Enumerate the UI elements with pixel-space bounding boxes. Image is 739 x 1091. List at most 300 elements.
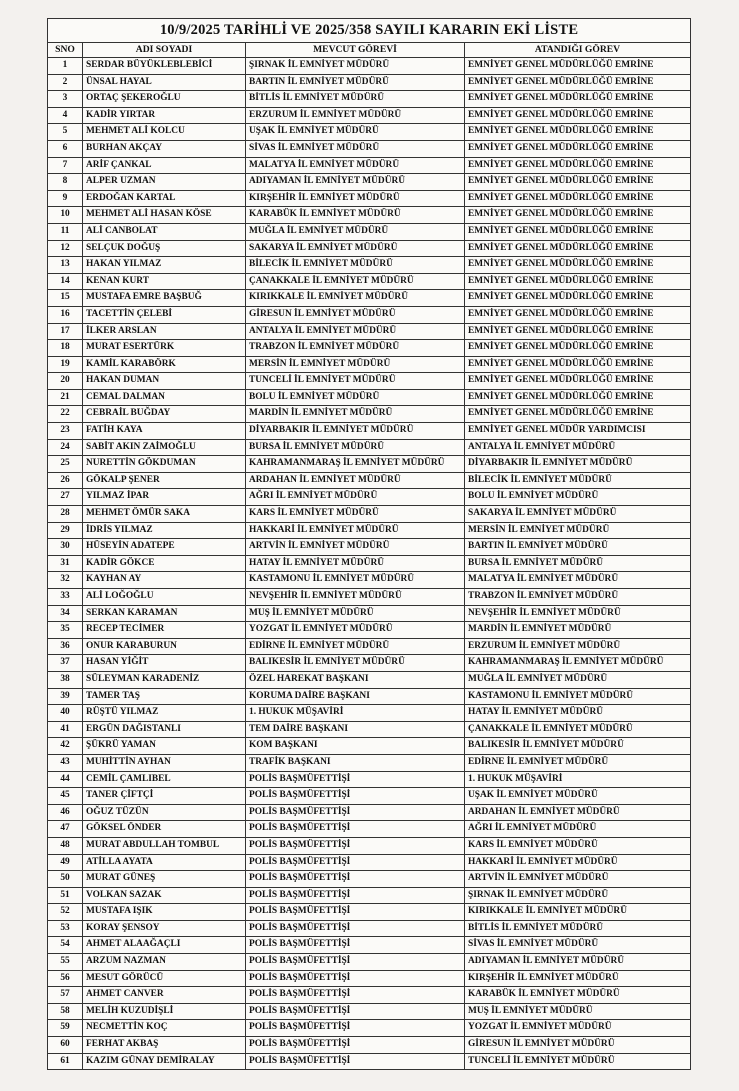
cell-name: İDRİS YILMAZ: [83, 522, 246, 539]
cell-current-position: ERZURUM İL EMNİYET MÜDÜRÜ: [246, 107, 465, 124]
header-sno: SNO: [48, 43, 83, 58]
table-row: [48, 688, 691, 705]
cell-sno: 57: [48, 987, 83, 1004]
table-row: [48, 506, 691, 523]
cell-name: KAYHAN AY: [83, 572, 246, 589]
cell-name: CEMAL DALMAN: [83, 389, 246, 406]
cell-name: HAKAN DUMAN: [83, 373, 246, 390]
cell-sno: 32: [48, 572, 83, 589]
table-row: [48, 754, 691, 771]
table-row: [48, 539, 691, 556]
table-row: [48, 74, 691, 91]
cell-sno: 19: [48, 356, 83, 373]
cell-sno: 5: [48, 124, 83, 141]
cell-sno: 48: [48, 837, 83, 854]
table-row: [48, 904, 691, 921]
cell-name: HASAN YİĞİT: [83, 655, 246, 672]
table-row: [48, 190, 691, 207]
table-row: [48, 937, 691, 954]
cell-current-position: ÖZEL HAREKAT BAŞKANI: [246, 671, 465, 688]
cell-name: GÖKALP ŞENER: [83, 472, 246, 489]
cell-current-position: MERSİN İL EMNİYET MÜDÜRÜ: [246, 356, 465, 373]
table-body: [48, 58, 691, 1070]
cell-name: SERDAR BÜYÜKLEBLEBİCİ: [83, 58, 246, 75]
cell-assigned-position: KARS İL EMNİYET MÜDÜRÜ: [465, 837, 691, 854]
cell-sno: 25: [48, 456, 83, 473]
cell-assigned-position: EMNİYET GENEL MÜDÜRLÜĞÜ EMRİNE: [465, 340, 691, 357]
cell-current-position: POLİS BAŞMÜFETTİŞİ: [246, 920, 465, 937]
cell-current-position: 1. HUKUK MÜŞAVİRİ: [246, 705, 465, 722]
cell-sno: 14: [48, 273, 83, 290]
cell-name: MURAT ABDULLAH TOMBUL: [83, 837, 246, 854]
cell-assigned-position: BOLU İL EMNİYET MÜDÜRÜ: [465, 489, 691, 506]
cell-current-position: HAKKARİ İL EMNİYET MÜDÜRÜ: [246, 522, 465, 539]
cell-name: KADİR GÖKCE: [83, 555, 246, 572]
table-row: [48, 273, 691, 290]
cell-sno: 54: [48, 937, 83, 954]
cell-name: ÜNSAL HAYAL: [83, 74, 246, 91]
cell-name: ALİ CANBOLAT: [83, 223, 246, 240]
table-row: [48, 140, 691, 157]
cell-current-position: ANTALYA İL EMNİYET MÜDÜRÜ: [246, 323, 465, 340]
cell-assigned-position: EMNİYET GENEL MÜDÜRLÜĞÜ EMRİNE: [465, 273, 691, 290]
table-row: [48, 389, 691, 406]
cell-sno: 58: [48, 1003, 83, 1020]
cell-current-position: HATAY İL EMNİYET MÜDÜRÜ: [246, 555, 465, 572]
cell-name: FERHAT AKBAŞ: [83, 1037, 246, 1054]
cell-sno: 39: [48, 688, 83, 705]
table-row: [48, 705, 691, 722]
cell-assigned-position: EMNİYET GENEL MÜDÜRLÜĞÜ EMRİNE: [465, 124, 691, 141]
table-row: [48, 306, 691, 323]
cell-sno: 20: [48, 373, 83, 390]
cell-sno: 60: [48, 1037, 83, 1054]
cell-assigned-position: EMNİYET GENEL MÜDÜRLÜĞÜ EMRİNE: [465, 190, 691, 207]
cell-name: MURAT ESERTÜRK: [83, 340, 246, 357]
cell-current-position: POLİS BAŞMÜFETTİŞİ: [246, 1037, 465, 1054]
table-row: [48, 1053, 691, 1070]
cell-assigned-position: MARDİN İL EMNİYET MÜDÜRÜ: [465, 622, 691, 639]
table-row: [48, 58, 691, 75]
cell-current-position: BARTIN İL EMNİYET MÜDÜRÜ: [246, 74, 465, 91]
cell-sno: 21: [48, 389, 83, 406]
cell-assigned-position: HATAY İL EMNİYET MÜDÜRÜ: [465, 705, 691, 722]
table-row: [48, 522, 691, 539]
table-row: [48, 738, 691, 755]
cell-current-position: POLİS BAŞMÜFETTİŞİ: [246, 904, 465, 921]
table-row: [48, 157, 691, 174]
table-row: [48, 821, 691, 838]
cell-name: HAKAN YILMAZ: [83, 257, 246, 274]
cell-assigned-position: EMNİYET GENEL MÜDÜRLÜĞÜ EMRİNE: [465, 323, 691, 340]
cell-current-position: BOLU İL EMNİYET MÜDÜRÜ: [246, 389, 465, 406]
cell-assigned-position: EMNİYET GENEL MÜDÜRLÜĞÜ EMRİNE: [465, 306, 691, 323]
cell-name: SERKAN KARAMAN: [83, 605, 246, 622]
table-row: [48, 555, 691, 572]
cell-current-position: MUĞLA İL EMNİYET MÜDÜRÜ: [246, 223, 465, 240]
table-row: [48, 340, 691, 357]
cell-name: MUSTAFA EMRE BAŞBUĞ: [83, 290, 246, 307]
table-row: [48, 771, 691, 788]
header-name: ADI SOYADI: [83, 43, 246, 58]
table-row: [48, 356, 691, 373]
cell-name: CEBRAİL BUĞDAY: [83, 406, 246, 423]
cell-assigned-position: EMNİYET GENEL MÜDÜRLÜĞÜ EMRİNE: [465, 58, 691, 75]
cell-current-position: MUŞ İL EMNİYET MÜDÜRÜ: [246, 605, 465, 622]
cell-assigned-position: TUNCELİ İL EMNİYET MÜDÜRÜ: [465, 1053, 691, 1070]
cell-current-position: ARTVİN İL EMNİYET MÜDÜRÜ: [246, 539, 465, 556]
cell-sno: 46: [48, 804, 83, 821]
cell-sno: 1: [48, 58, 83, 75]
cell-sno: 43: [48, 754, 83, 771]
header-current-position: MEVCUT GÖREVİ: [246, 43, 465, 58]
table-row: [48, 837, 691, 854]
cell-assigned-position: EMNİYET GENEL MÜDÜRLÜĞÜ EMRİNE: [465, 157, 691, 174]
cell-assigned-position: EMNİYET GENEL MÜDÜRLÜĞÜ EMRİNE: [465, 389, 691, 406]
cell-sno: 61: [48, 1053, 83, 1070]
table-row: [48, 124, 691, 141]
cell-name: RECEP TECİMER: [83, 622, 246, 639]
cell-current-position: TRABZON İL EMNİYET MÜDÜRÜ: [246, 340, 465, 357]
cell-sno: 41: [48, 721, 83, 738]
cell-name: MUSTAFA IŞIK: [83, 904, 246, 921]
table-row: [48, 472, 691, 489]
cell-sno: 16: [48, 306, 83, 323]
cell-current-position: KIRIKKALE İL EMNİYET MÜDÜRÜ: [246, 290, 465, 307]
cell-assigned-position: 1. HUKUK MÜŞAVİRİ: [465, 771, 691, 788]
table-row: [48, 655, 691, 672]
cell-name: CEMİL ÇAMLIBEL: [83, 771, 246, 788]
cell-sno: 15: [48, 290, 83, 307]
table-row: [48, 788, 691, 805]
table-row: [48, 207, 691, 224]
cell-current-position: POLİS BAŞMÜFETTİŞİ: [246, 987, 465, 1004]
table-row: [48, 240, 691, 257]
cell-name: TANER ÇİFTÇİ: [83, 788, 246, 805]
cell-name: GÖKSEL ÖNDER: [83, 821, 246, 838]
cell-current-position: POLİS BAŞMÜFETTİŞİ: [246, 804, 465, 821]
cell-sno: 6: [48, 140, 83, 157]
table-row: [48, 638, 691, 655]
cell-current-position: BİTLİS İL EMNİYET MÜDÜRÜ: [246, 91, 465, 108]
table-row: [48, 804, 691, 821]
cell-sno: 23: [48, 423, 83, 440]
cell-name: ARİF ÇANKAL: [83, 157, 246, 174]
document-title: 10/9/2025 TARİHLİ VE 2025/358 SAYILI KARARIN EKİ LİSTE: [48, 19, 691, 43]
table-row: [48, 854, 691, 871]
cell-sno: 47: [48, 821, 83, 838]
cell-name: ALPER UZMAN: [83, 174, 246, 191]
cell-sno: 3: [48, 91, 83, 108]
cell-assigned-position: MUŞ İL EMNİYET MÜDÜRÜ: [465, 1003, 691, 1020]
cell-assigned-position: EMNİYET GENEL MÜDÜRLÜĞÜ EMRİNE: [465, 356, 691, 373]
cell-name: SABİT AKIN ZAİMOĞLU: [83, 439, 246, 456]
table-row: [48, 1020, 691, 1037]
cell-current-position: TEM DAİRE BAŞKANI: [246, 721, 465, 738]
cell-current-position: KARABÜK İL EMNİYET MÜDÜRÜ: [246, 207, 465, 224]
cell-name: NURETTİN GÖKDUMAN: [83, 456, 246, 473]
cell-assigned-position: EMNİYET GENEL MÜDÜRLÜĞÜ EMRİNE: [465, 257, 691, 274]
cell-assigned-position: BALIKESİR İL EMNİYET MÜDÜRÜ: [465, 738, 691, 755]
cell-current-position: KASTAMONU İL EMNİYET MÜDÜRÜ: [246, 572, 465, 589]
cell-assigned-position: YOZGAT İL EMNİYET MÜDÜRÜ: [465, 1020, 691, 1037]
cell-current-position: ADIYAMAN İL EMNİYET MÜDÜRÜ: [246, 174, 465, 191]
cell-current-position: POLİS BAŞMÜFETTİŞİ: [246, 954, 465, 971]
cell-assigned-position: ÇANAKKALE İL EMNİYET MÜDÜRÜ: [465, 721, 691, 738]
cell-assigned-position: BARTIN İL EMNİYET MÜDÜRÜ: [465, 539, 691, 556]
cell-name: ATİLLA AYATA: [83, 854, 246, 871]
cell-sno: 38: [48, 671, 83, 688]
cell-sno: 13: [48, 257, 83, 274]
cell-assigned-position: AĞRI İL EMNİYET MÜDÜRÜ: [465, 821, 691, 838]
cell-current-position: POLİS BAŞMÜFETTİŞİ: [246, 821, 465, 838]
cell-assigned-position: GİRESUN İL EMNİYET MÜDÜRÜ: [465, 1037, 691, 1054]
cell-assigned-position: EMNİYET GENEL MÜDÜRLÜĞÜ EMRİNE: [465, 240, 691, 257]
cell-assigned-position: ADIYAMAN İL EMNİYET MÜDÜRÜ: [465, 954, 691, 971]
table-row: [48, 987, 691, 1004]
cell-name: ORTAÇ ŞEKEROĞLU: [83, 91, 246, 108]
table-row: [48, 423, 691, 440]
decree-annex-document: [47, 18, 690, 1070]
cell-sno: 8: [48, 174, 83, 191]
cell-sno: 27: [48, 489, 83, 506]
cell-name: KAZIM GÜNAY DEMİRALAY: [83, 1053, 246, 1070]
cell-name: ALİ LOĞOĞLU: [83, 589, 246, 606]
header-assigned-position: ATANDIĞI GÖREV: [465, 43, 691, 58]
cell-sno: 42: [48, 738, 83, 755]
cell-current-position: GİRESUN İL EMNİYET MÜDÜRÜ: [246, 306, 465, 323]
cell-name: KAMİL KARABÖRK: [83, 356, 246, 373]
cell-current-position: NEVŞEHİR İL EMNİYET MÜDÜRÜ: [246, 589, 465, 606]
cell-sno: 51: [48, 887, 83, 904]
table-row: [48, 871, 691, 888]
cell-current-position: POLİS BAŞMÜFETTİŞİ: [246, 1003, 465, 1020]
cell-name: FATİH KAYA: [83, 423, 246, 440]
cell-assigned-position: ERZURUM İL EMNİYET MÜDÜRÜ: [465, 638, 691, 655]
cell-name: SÜLEYMAN KARADENİZ: [83, 671, 246, 688]
cell-name: MESUT GÖRÜCÜ: [83, 970, 246, 987]
cell-name: TAMER TAŞ: [83, 688, 246, 705]
cell-name: MELİH KUZUDİŞLİ: [83, 1003, 246, 1020]
cell-name: ERDOĞAN KARTAL: [83, 190, 246, 207]
table-row: [48, 954, 691, 971]
cell-name: MURAT GÜNEŞ: [83, 871, 246, 888]
cell-current-position: YOZGAT İL EMNİYET MÜDÜRÜ: [246, 622, 465, 639]
cell-name: SELÇUK DOĞUŞ: [83, 240, 246, 257]
cell-current-position: ÇANAKKALE İL EMNİYET MÜDÜRÜ: [246, 273, 465, 290]
table-row: [48, 257, 691, 274]
cell-sno: 22: [48, 406, 83, 423]
table-row: [48, 373, 691, 390]
cell-sno: 29: [48, 522, 83, 539]
cell-current-position: DİYARBAKIR İL EMNİYET MÜDÜRÜ: [246, 423, 465, 440]
table-row: [48, 1003, 691, 1020]
table-row: [48, 589, 691, 606]
cell-sno: 10: [48, 207, 83, 224]
cell-current-position: POLİS BAŞMÜFETTİŞİ: [246, 970, 465, 987]
cell-assigned-position: ANTALYA İL EMNİYET MÜDÜRÜ: [465, 439, 691, 456]
cell-sno: 2: [48, 74, 83, 91]
cell-sno: 52: [48, 904, 83, 921]
table-row: [48, 323, 691, 340]
cell-assigned-position: EMNİYET GENEL MÜDÜRLÜĞÜ EMRİNE: [465, 207, 691, 224]
cell-sno: 36: [48, 638, 83, 655]
cell-assigned-position: ARDAHAN İL EMNİYET MÜDÜRÜ: [465, 804, 691, 821]
table-row: [48, 970, 691, 987]
cell-sno: 45: [48, 788, 83, 805]
table-row: [48, 223, 691, 240]
cell-name: TACETTİN ÇELEBİ: [83, 306, 246, 323]
table-row: [48, 456, 691, 473]
cell-current-position: SİVAS İL EMNİYET MÜDÜRÜ: [246, 140, 465, 157]
cell-current-position: POLİS BAŞMÜFETTİŞİ: [246, 1053, 465, 1070]
cell-name: ŞÜKRÜ YAMAN: [83, 738, 246, 755]
cell-assigned-position: ARTVİN İL EMNİYET MÜDÜRÜ: [465, 871, 691, 888]
cell-name: RÜŞTÜ YILMAZ: [83, 705, 246, 722]
cell-current-position: BURSA İL EMNİYET MÜDÜRÜ: [246, 439, 465, 456]
table-row: [48, 406, 691, 423]
cell-assigned-position: HAKKARİ İL EMNİYET MÜDÜRÜ: [465, 854, 691, 871]
cell-current-position: POLİS BAŞMÜFETTİŞİ: [246, 871, 465, 888]
cell-sno: 59: [48, 1020, 83, 1037]
cell-assigned-position: EMNİYET GENEL MÜDÜR YARDIMCISI: [465, 423, 691, 440]
cell-current-position: KARS İL EMNİYET MÜDÜRÜ: [246, 506, 465, 523]
cell-sno: 56: [48, 970, 83, 987]
cell-current-position: ŞIRNAK İL EMNİYET MÜDÜRÜ: [246, 58, 465, 75]
cell-name: ONUR KARABURUN: [83, 638, 246, 655]
cell-assigned-position: MUĞLA İL EMNİYET MÜDÜRÜ: [465, 671, 691, 688]
cell-current-position: POLİS BAŞMÜFETTİŞİ: [246, 771, 465, 788]
cell-current-position: POLİS BAŞMÜFETTİŞİ: [246, 937, 465, 954]
appointment-table: [47, 18, 691, 1070]
cell-current-position: KORUMA DAİRE BAŞKANI: [246, 688, 465, 705]
cell-sno: 55: [48, 954, 83, 971]
cell-current-position: POLİS BAŞMÜFETTİŞİ: [246, 837, 465, 854]
cell-sno: 40: [48, 705, 83, 722]
cell-name: MUHİTTİN AYHAN: [83, 754, 246, 771]
cell-name: BURHAN AKÇAY: [83, 140, 246, 157]
cell-sno: 35: [48, 622, 83, 639]
cell-current-position: POLİS BAŞMÜFETTİŞİ: [246, 788, 465, 805]
cell-sno: 18: [48, 340, 83, 357]
cell-name: MEHMET ÖMÜR SAKA: [83, 506, 246, 523]
cell-name: AHMET CANVER: [83, 987, 246, 1004]
cell-assigned-position: KIRIKKALE İL EMNİYET MÜDÜRÜ: [465, 904, 691, 921]
cell-assigned-position: EMNİYET GENEL MÜDÜRLÜĞÜ EMRİNE: [465, 373, 691, 390]
cell-sno: 4: [48, 107, 83, 124]
cell-assigned-position: KASTAMONU İL EMNİYET MÜDÜRÜ: [465, 688, 691, 705]
cell-current-position: ARDAHAN İL EMNİYET MÜDÜRÜ: [246, 472, 465, 489]
cell-current-position: KIRŞEHİR İL EMNİYET MÜDÜRÜ: [246, 190, 465, 207]
cell-sno: 17: [48, 323, 83, 340]
cell-sno: 7: [48, 157, 83, 174]
cell-assigned-position: SAKARYA İL EMNİYET MÜDÜRÜ: [465, 506, 691, 523]
cell-name: OĞUZ TÜZÜN: [83, 804, 246, 821]
cell-name: ARZUM NAZMAN: [83, 954, 246, 971]
title-row: [48, 19, 691, 43]
cell-assigned-position: KAHRAMANMARAŞ İL EMNİYET MÜDÜRÜ: [465, 655, 691, 672]
table-row: [48, 605, 691, 622]
cell-current-position: TUNCELİ İL EMNİYET MÜDÜRÜ: [246, 373, 465, 390]
cell-current-position: BİLECİK İL EMNİYET MÜDÜRÜ: [246, 257, 465, 274]
cell-current-position: MALATYA İL EMNİYET MÜDÜRÜ: [246, 157, 465, 174]
cell-assigned-position: BİLECİK İL EMNİYET MÜDÜRÜ: [465, 472, 691, 489]
cell-assigned-position: EMNİYET GENEL MÜDÜRLÜĞÜ EMRİNE: [465, 107, 691, 124]
cell-name: VOLKAN SAZAK: [83, 887, 246, 904]
table-row: [48, 107, 691, 124]
cell-sno: 37: [48, 655, 83, 672]
cell-assigned-position: EMNİYET GENEL MÜDÜRLÜĞÜ EMRİNE: [465, 223, 691, 240]
cell-name: YILMAZ İPAR: [83, 489, 246, 506]
cell-name: AHMET ALAAĞAÇLI: [83, 937, 246, 954]
cell-sno: 44: [48, 771, 83, 788]
table-row: [48, 622, 691, 639]
cell-sno: 31: [48, 555, 83, 572]
cell-name: MEHMET ALİ KOLCU: [83, 124, 246, 141]
cell-assigned-position: EMNİYET GENEL MÜDÜRLÜĞÜ EMRİNE: [465, 290, 691, 307]
cell-current-position: TRAFİK BAŞKANI: [246, 754, 465, 771]
cell-sno: 12: [48, 240, 83, 257]
cell-name: MEHMET ALİ HASAN KÖSE: [83, 207, 246, 224]
cell-assigned-position: MERSİN İL EMNİYET MÜDÜRÜ: [465, 522, 691, 539]
cell-assigned-position: BİTLİS İL EMNİYET MÜDÜRÜ: [465, 920, 691, 937]
cell-name: İLKER ARSLAN: [83, 323, 246, 340]
cell-assigned-position: SİVAS İL EMNİYET MÜDÜRÜ: [465, 937, 691, 954]
cell-current-position: POLİS BAŞMÜFETTİŞİ: [246, 854, 465, 871]
cell-sno: 34: [48, 605, 83, 622]
cell-current-position: AĞRI İL EMNİYET MÜDÜRÜ: [246, 489, 465, 506]
cell-sno: 26: [48, 472, 83, 489]
cell-name: HÜSEYİN ADATEPE: [83, 539, 246, 556]
cell-current-position: KOM BAŞKANI: [246, 738, 465, 755]
cell-sno: 28: [48, 506, 83, 523]
cell-name: ERGÜN DAĞISTANLI: [83, 721, 246, 738]
cell-assigned-position: NEVŞEHİR İL EMNİYET MÜDÜRÜ: [465, 605, 691, 622]
cell-assigned-position: EMNİYET GENEL MÜDÜRLÜĞÜ EMRİNE: [465, 91, 691, 108]
cell-name: KADİR YIRTAR: [83, 107, 246, 124]
cell-assigned-position: KARABÜK İL EMNİYET MÜDÜRÜ: [465, 987, 691, 1004]
cell-assigned-position: KIRŞEHİR İL EMNİYET MÜDÜRÜ: [465, 970, 691, 987]
cell-assigned-position: DİYARBAKIR İL EMNİYET MÜDÜRÜ: [465, 456, 691, 473]
cell-assigned-position: BURSA İL EMNİYET MÜDÜRÜ: [465, 555, 691, 572]
cell-sno: 53: [48, 920, 83, 937]
cell-current-position: KAHRAMANMARAŞ İL EMNİYET MÜDÜRÜ: [246, 456, 465, 473]
cell-current-position: MARDİN İL EMNİYET MÜDÜRÜ: [246, 406, 465, 423]
cell-current-position: BALIKESİR İL EMNİYET MÜDÜRÜ: [246, 655, 465, 672]
table-row: [48, 290, 691, 307]
table-row: [48, 439, 691, 456]
cell-assigned-position: EMNİYET GENEL MÜDÜRLÜĞÜ EMRİNE: [465, 174, 691, 191]
table-row: [48, 91, 691, 108]
cell-assigned-position: EMNİYET GENEL MÜDÜRLÜĞÜ EMRİNE: [465, 140, 691, 157]
table-row: [48, 671, 691, 688]
cell-assigned-position: UŞAK İL EMNİYET MÜDÜRÜ: [465, 788, 691, 805]
cell-current-position: SAKARYA İL EMNİYET MÜDÜRÜ: [246, 240, 465, 257]
cell-current-position: POLİS BAŞMÜFETTİŞİ: [246, 1020, 465, 1037]
cell-assigned-position: ŞIRNAK İL EMNİYET MÜDÜRÜ: [465, 887, 691, 904]
cell-sno: 49: [48, 854, 83, 871]
cell-sno: 24: [48, 439, 83, 456]
table-row: [48, 721, 691, 738]
cell-assigned-position: EMNİYET GENEL MÜDÜRLÜĞÜ EMRİNE: [465, 406, 691, 423]
cell-sno: 30: [48, 539, 83, 556]
table-row: [48, 920, 691, 937]
table-row: [48, 572, 691, 589]
cell-current-position: POLİS BAŞMÜFETTİŞİ: [246, 887, 465, 904]
cell-assigned-position: MALATYA İL EMNİYET MÜDÜRÜ: [465, 572, 691, 589]
header-row: [48, 43, 691, 58]
table-row: [48, 887, 691, 904]
